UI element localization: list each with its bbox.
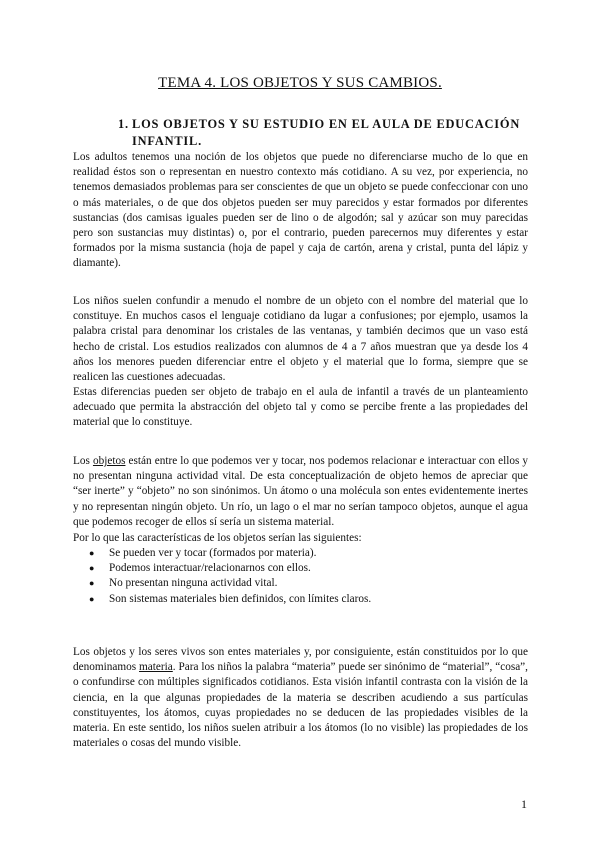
list-item [73,592,528,607]
page-number: 1 [521,797,527,811]
materia-rest: . Para los niños la palabra “materia” puede ser sinónimo de “material”, “cosa”, o confundirse con múltiples significados cotidianos. Esta visión infantil contrasta con la visión de la ciencia, en la que algunas propiedades de la materia se describen acudiendo a sus partículas constituyentes, los átomos, cuyas propiedades no se deducen de las propiedades visibles de la materia. En este sentido, los niños suelen atribuir a los átomos (lo no visible) las propiedades de los materiales o cosas del mundo visible. [73,661,528,750]
bullet-icon: ● [89,563,95,574]
list-item-text: Podemos interactuar/relacionarnos con ellos. [109,562,311,575]
characteristics-list [73,546,528,607]
objetos-rest: están entre lo que podemos ver y tocar, nos podemos relacionar e interactuar con ellos y no presentan ninguna actividad vital. De esta conceptualización de objeto hemos de apreciar que “ser inerte” y “objeto” no son sinónimos. Un átomo o una molécula son entes evidentemente inertes y no representan ningún objeto. Un río, un lago o el mar no serían tampoco objetos, aunque el agua que podemos recoger de ellos sí sería un sistema material. [73,455,529,528]
list-item-text: No presentan ninguna actividad vital. [109,577,278,590]
list-intro: Por lo que las características de los objetos serían las siguientes: [73,532,362,544]
objetos-underlined-term: objetos [92,455,126,467]
bullet-icon: ● [89,548,95,558]
list-item [73,561,528,576]
list-item [73,576,528,591]
bullet-icon: ● [89,578,95,589]
paragraph-classroom-work: Estas diferencias pueden ser objeto de trabajo en el aula de infantil a través de un planteamiento adecuado que permita la abstracción del objeto tal y como se percibe frente a las propiedades del material que lo constituye. [73,386,528,429]
paragraph-materia [73,645,528,751]
objetos-lead: Los [73,455,93,467]
materia-lead: Los objetos y los seres vivos son entes materiales y, por consiguiente, están constituidos por lo que denominamos [73,646,528,674]
paragraph-children-confusion: Los niños suelen confundir a menudo el nombre de un objeto con el nombre del material que lo constituye. En muchos casos el lenguaje cotidiano da lugar a confusiones; por ejemplo, usamos la palabra cristal para denominar los cristales de las ventanas, y también decimos que un vaso está hecho de cristal. Los estudios realizados con alumnos de 4 a 7 años muestran que ya desde los 4 años los menores pueden diferenciar entre el objeto y el material que lo forma, siempre que se realicen las cuestiones adecuadas. [73,295,528,384]
section-heading-text: LOS OBJETOS Y SU ESTUDIO EN EL AULA DE EDUCACIÓN INFANTIL. [132,117,521,148]
list-item-text: Se pueden ver y tocar (formados por materia). [109,547,317,559]
section-number: 1. [118,117,129,131]
document-title: TEMA 4. LOS OBJETOS Y SUS CAMBIOS. [158,75,442,91]
paragraph-adults-notion: Los adultos tenemos una noción de los objetos que puede no diferenciarse mucho de lo que en realidad éstos son o representan en nuestro contexto más cotidiano. A su vez, por experiencia, no tenemos demasiados problemas para ser conscientes de que un objeto se puede confeccionar con uno o más materiales, o de que dos objetos pueden ser muy parecidos y estar formados por diferentes sustancias (dos camisas iguales pueden ser de lino o de algodón; sal y azúcar son muy parecidas pero son sustancias muy distintas) o, por el contrario, pueden parecernos muy diferentes y estar formados por la misma sustancia (hoja de papel y caja de cartón, arena y cristal, punta del lápiz y diamante). [73,151,528,270]
list-item [73,546,528,561]
section-heading [118,116,538,150]
paragraph-objects-definition [73,454,528,530]
materia-underlined-term: materia [139,661,173,674]
list-item-text: Son sistemas materiales bien definidos, con límites claros. [109,592,372,605]
bullet-icon: ● [89,593,95,604]
